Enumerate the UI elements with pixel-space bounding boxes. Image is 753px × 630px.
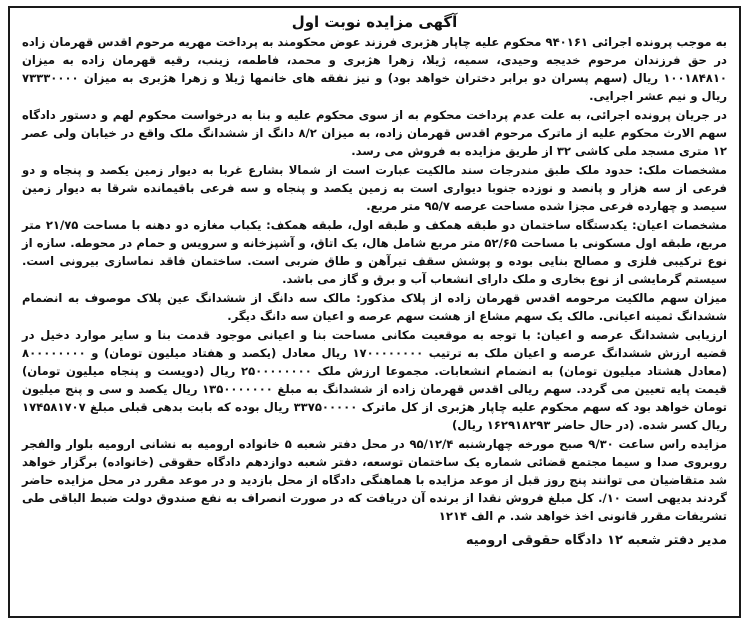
notice-paragraph-proceedings: در جریان پرونده اجرائی، به علت عدم پرداخت محکوم به از سوی محکوم علیه و بنا به درخواست محکوم لهم و دستور دادگاه سهم الارث محکوم علیه از ماترک مرحوم اقدس قهرمان زاده، به میزان ۸/۲ دانگ از ششدانگ ملک واقع در خیابان ولی عصر ۱۲ متری مسجد ملی کاشی ۳۲ از طریق مزایده به فروش می رسد.: [22, 108, 727, 158]
notice-paragraph-ownership-share: میزان سهم مالکیت مرحومه اقدس قهرمان زاده از پلاک مذکور: مالک سه دانگ از ششدانگ عین پلاک موصوف به انضمام ششدانگ ثمینه اعیانی. مالک یک سهم مشاع از هشت سهم عرصه و اعیان سه دانگ دیگر.: [22, 291, 727, 323]
auction-notice: [8, 6, 741, 618]
notice-paragraph-property-specs: مشخصات ملک: حدود ملک طبق مندرجات سند مالکیت عبارت است از شمالا بشارع غربا به دیوار زمین یکصد و پنجاه و دو فرعی از سه هزار و پانصد و نوزده جنوبا دیواری است به زمین یکصد و پنجاه و سه فرعی باقیمانده شرقا به دیوار زمین سیصد و چهارده فرعی مجزا شده مساحت عرصه ۹۵/۷ متر مربع.: [22, 163, 727, 213]
notice-paragraph-valuation: ارزیابی ششدانگ عرصه و اعیان: با توجه به موقعیت مکانی مساحت بنا و اعیانی موجود قدمت بنا و سایر موارد دخیل در قضیه ارزش ششدانگ عرصه و اعیان ملک به ترتیب ۱۷۰۰۰۰۰۰۰۰ ریال معادل (یکصد و هفتاد میلیون تومان) و ۸۰۰۰۰۰۰۰۰ (معادل هشتاد میلیون تومان) به انضمام انشعابات. مجموعا ارزش ملک ۲۵۰۰۰۰۰۰۰۰ ریال (دویست و پنجاه میلیون تومان) قیمت پایه تعیین می گردد. سهم ریالی اقدس قهرمان زاده از ششدانگ به مبلغ ۱۳۵۰۰۰۰۰۰۰ ریال یکصد و سی و پنج میلیون تومان خواهد بود که سهم محکوم علیه چاپار هژبری از کل ماترک ۳۳۷۵۰۰۰۰۰ ریال بوده که بابت بدهی قبلی مبلغ ۱۷۴۵۸۱۷۰۷ ریال کسر شده. (در حال حاضر ۱۶۲۹۱۸۲۹۳ ریال): [22, 328, 728, 432]
notice-title: آگهی مزایده نوبت اول: [291, 13, 458, 31]
notice-paragraph-building-specs: مشخصات اعیان: یکدستگاه ساختمان دو طبقه همکف و طبقه اول، طبقه همکف: یکباب مغازه دو دهنه با مساحت ۲۱/۷۵ متر مربع، طبقه اول مسکونی با مساحت ۵۲/۶۵ متر مربع شامل هال، یک اتاق، و آشپزخانه و سرویس و حمام در محوطه. سازه از نوع ترکیبی فلزی و مصالح بنایی بوده و پوشش سقف تیرآهن و طاق ضربی است. ساختمان فاقد نماسازی بیرونی است. سیستم گرمایشی از نوع بخاری و ملک دارای انشعاب آب و برق و گاز می باشد.: [22, 218, 727, 286]
notice-signature: مدیر دفتر شعبه ۱۲ دادگاه حقوقی ارومیه: [465, 533, 727, 548]
notice-paragraph-intro: به موجب پرونده اجرائی ۹۴۰۱۶۱ محکوم علیه چاپار هژبری فرزند عوض محکومند به پرداخت مهریه مرحوم اقدس قهرمان زاده در حق فرزندان مرحوم خدیجه وحیدی، سمیه، ژیلا، زهرا هژبری و محمد، فاطمه، زینب، رقیه قهرمان زاده به میزان ۱۰۰۱۸۴۸۱۰ ریال (سهم پسران دو برابر دختران خواهد بود) و نیز نفقه های خانمها ژیلا و زهرا هژبری به میزان ۷۳۳۳۰۰۰۰ ریال و نیم عشر اجرایی.: [22, 35, 728, 103]
notice-paragraph-auction-details: مزایده راس ساعت ۹/۳۰ صبح مورخه چهارشنبه ۹۵/۱۲/۴ در محل دفتر شعبه ۵ خانواده ارومیه به نشانی ارومیه بلوار والفجر روبروی صدا و سیما مجتمع قضائی شماره یک ساختمان توسعه، دفتر شعبه دوازدهم دادگاه حقوقی (خانواده) برگزار خواهد شد متقاضیان می توانند پنج روز قبل از موعد مزایده با هماهنگی دادگاه از محل بازدید و در موعد مقرر در محل مزایده حاضر گردند بدیهی است ۱۰/. کل مبلغ فروش نقدا از برنده آن دریافت که در صورت انصراف به نفع صندوق دولت ضبط الباقی طی تشریفات مقرر قانونی اخذ خواهد شد. م الف ۱۲۱۴: [22, 437, 728, 523]
